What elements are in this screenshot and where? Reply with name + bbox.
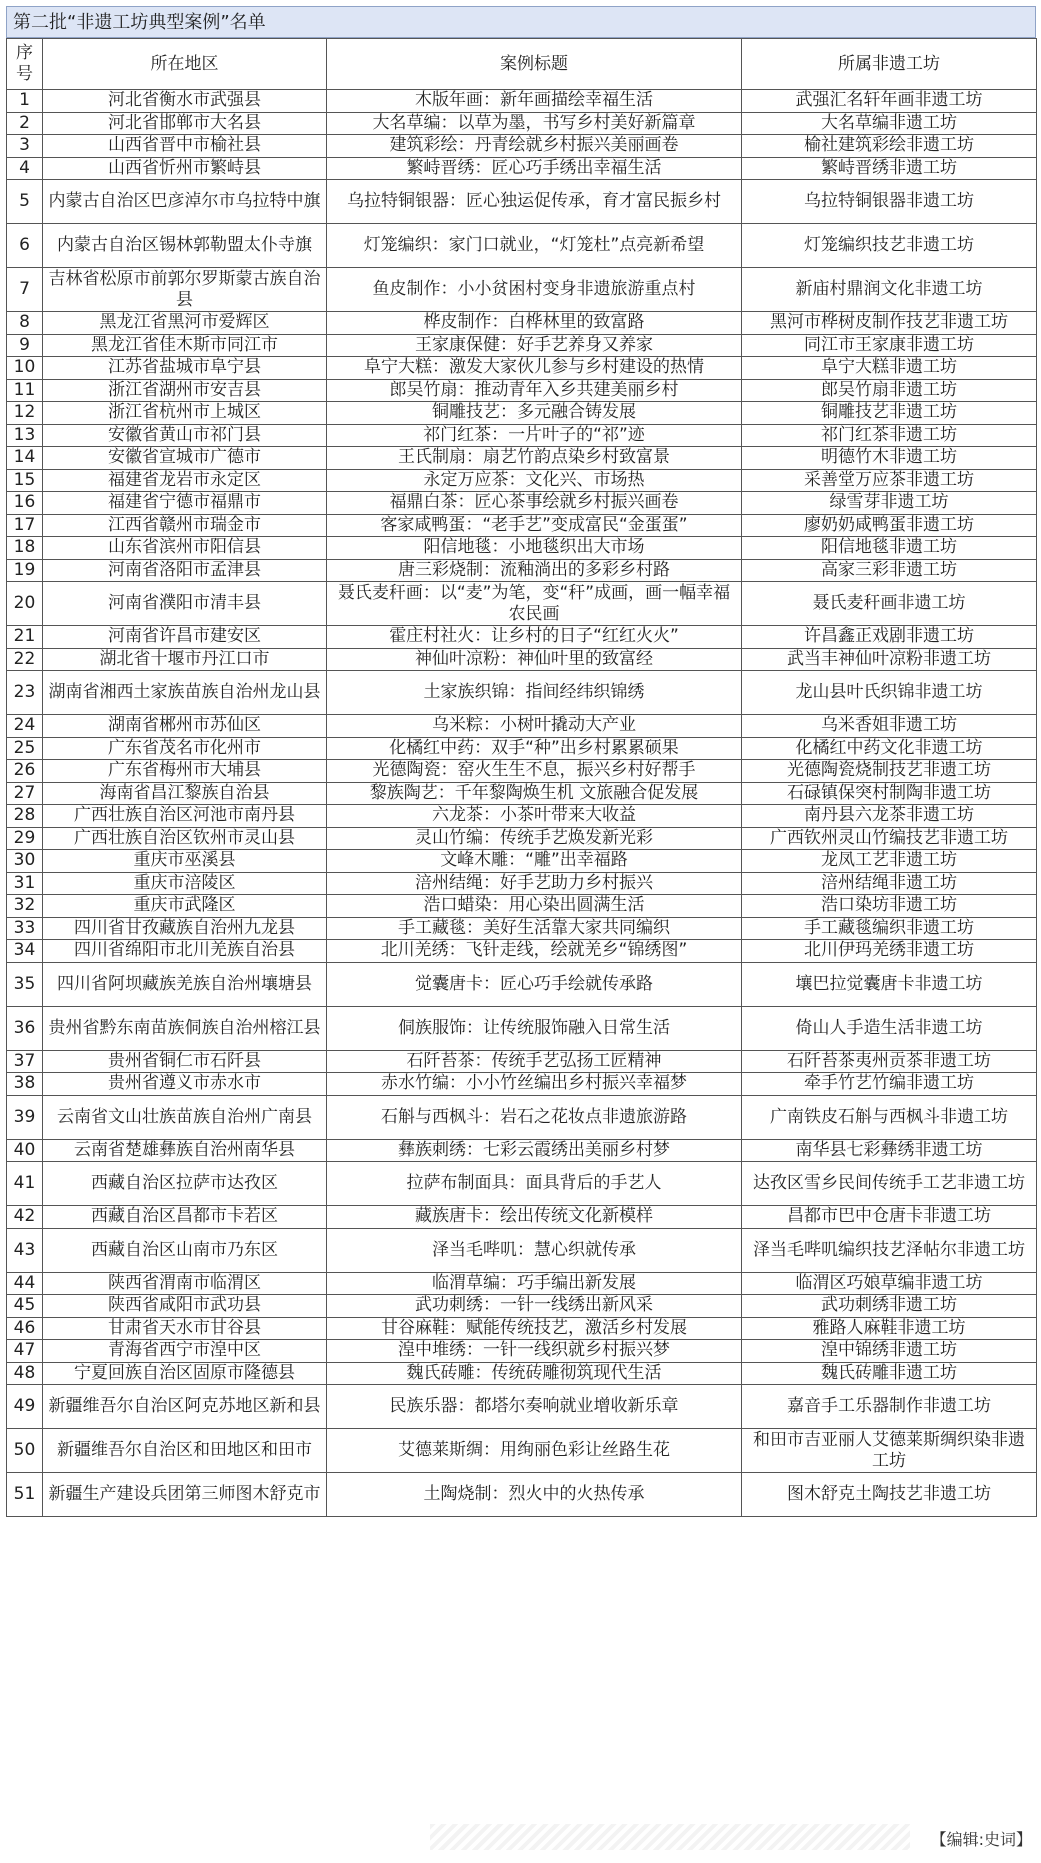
table-row [7,224,1037,268]
row-case-title: 临渭草编：巧手编出新发展 [327,1272,742,1295]
row-case-title: 鱼皮制作：小小贫困村变身非遗旅游重点村 [327,268,742,312]
row-workshop: 广南铁皮石斛与西枫斗非遗工坊 [742,1095,1037,1139]
table-row [7,1272,1037,1295]
row-case-title: 泽当毛哔叽：慧心织就传承 [327,1228,742,1272]
table-body [7,90,1037,1517]
row-index: 6 [7,224,43,268]
row-workshop: 祁门红茶非遗工坊 [742,424,1037,447]
row-case-title: 木版年画：新年画描绘幸福生活 [327,90,742,113]
table-row [7,962,1037,1006]
row-region: 西藏自治区昌都市卡若区 [43,1206,327,1229]
row-index: 8 [7,312,43,335]
row-workshop: 黑河市桦树皮制作技艺非遗工坊 [742,312,1037,335]
row-region: 新疆维吾尔自治区阿克苏地区新和县 [43,1385,327,1429]
row-region: 黑龙江省黑河市爱辉区 [43,312,327,335]
table-row [7,1073,1037,1096]
row-case-title: 灵山竹编：传统手艺焕发新光彩 [327,827,742,850]
row-index: 18 [7,537,43,560]
row-region: 广东省梅州市大埔县 [43,760,327,783]
row-region: 宁夏回族自治区固原市隆德县 [43,1362,327,1385]
table-row [7,827,1037,850]
row-index: 22 [7,648,43,671]
row-case-title: 赤水竹编：小小竹丝编出乡村振兴幸福梦 [327,1073,742,1096]
row-workshop: 图木舒克土陶技艺非遗工坊 [742,1473,1037,1517]
footer [0,1824,1032,1850]
row-workshop: 浩口染坊非遗工坊 [742,895,1037,918]
row-workshop: 石碌镇保突村制陶非遗工坊 [742,782,1037,805]
row-case-title: 聂氏麦秆画：以“麦”为笔，变“秆”成画，画一幅幸福农民画 [327,582,742,626]
row-region: 安徽省宣城市广德市 [43,447,327,470]
row-workshop: 倚山人手造生活非遗工坊 [742,1006,1037,1050]
row-region: 山西省晋中市榆社县 [43,135,327,158]
row-region: 江苏省盐城市阜宁县 [43,357,327,380]
table-row [7,671,1037,715]
row-workshop: 乌拉特铜银器非遗工坊 [742,180,1037,224]
row-case-title: 北川羌绣：飞针走线，绘就羌乡“锦绣图” [327,940,742,963]
row-region: 湖南省郴州市苏仙区 [43,715,327,738]
row-region: 广东省茂名市化州市 [43,737,327,760]
table-row [7,112,1037,135]
row-region: 四川省甘孜藏族自治州九龙县 [43,917,327,940]
row-index: 51 [7,1473,43,1517]
row-region: 云南省文山壮族苗族自治州广南县 [43,1095,327,1139]
row-region: 四川省阿坝藏族羌族自治州壤塘县 [43,962,327,1006]
table-row [7,1340,1037,1363]
table-row [7,715,1037,738]
table-row [7,1429,1037,1473]
row-workshop: 聂氏麦秆画非遗工坊 [742,582,1037,626]
row-case-title: 乌拉特铜银器：匠心独运促传承，育才富民振乡村 [327,180,742,224]
table-row [7,357,1037,380]
row-workshop: 广西钦州灵山竹编技艺非遗工坊 [742,827,1037,850]
row-case-title: 永定万应茶：文化兴、市场热 [327,469,742,492]
table-row [7,537,1037,560]
row-workshop: 石阡苔茶夷州贡茶非遗工坊 [742,1050,1037,1073]
row-index: 33 [7,917,43,940]
row-index: 49 [7,1385,43,1429]
row-case-title: 大名草编：以草为墨，书写乡村美好新篇章 [327,112,742,135]
row-index: 31 [7,872,43,895]
row-index: 12 [7,402,43,425]
table-row [7,1473,1037,1517]
header-case-title: 案例标题 [327,39,742,90]
row-workshop: 魏氏砖雕非遗工坊 [742,1362,1037,1385]
row-index: 7 [7,268,43,312]
table-row [7,180,1037,224]
row-case-title: 魏氏砖雕：传统砖雕彻筑现代生活 [327,1362,742,1385]
row-index: 10 [7,357,43,380]
row-workshop: 南丹县六龙茶非遗工坊 [742,805,1037,828]
row-index: 21 [7,626,43,649]
row-index: 35 [7,962,43,1006]
row-case-title: 彝族刺绣：七彩云霞绣出美丽乡村梦 [327,1139,742,1162]
table-row [7,1228,1037,1272]
table-row [7,135,1037,158]
row-region: 西藏自治区拉萨市达孜区 [43,1162,327,1206]
table-row [7,1206,1037,1229]
row-workshop: 榆社建筑彩绘非遗工坊 [742,135,1037,158]
row-case-title: 文峰木雕：“雕”出幸福路 [327,850,742,873]
row-region: 福建省宁德市福鼎市 [43,492,327,515]
table-row [7,424,1037,447]
table-row [7,850,1037,873]
row-region: 浙江省杭州市上城区 [43,402,327,425]
row-workshop: 和田市吉亚丽人艾德莱斯绸织染非遗工坊 [742,1429,1037,1473]
row-region: 湖南省湘西土家族苗族自治州龙山县 [43,671,327,715]
table-row [7,760,1037,783]
table-row [7,312,1037,335]
row-region: 河南省许昌市建安区 [43,626,327,649]
row-index: 23 [7,671,43,715]
row-region: 安徽省黄山市祁门县 [43,424,327,447]
row-workshop: 手工藏毯编织非遗工坊 [742,917,1037,940]
row-case-title: 祁门红茶：一片叶子的“祁”迹 [327,424,742,447]
row-region: 江西省赣州市瑞金市 [43,514,327,537]
row-index: 9 [7,334,43,357]
table-row [7,940,1037,963]
row-region: 贵州省黔东南苗族侗族自治州榕江县 [43,1006,327,1050]
row-index: 14 [7,447,43,470]
row-index: 17 [7,514,43,537]
footer-stripes [430,1824,910,1850]
row-case-title: 涪州结绳：好手艺助力乡村振兴 [327,872,742,895]
row-workshop: 武当丰神仙叶凉粉非遗工坊 [742,648,1037,671]
row-workshop: 乌米香姐非遗工坊 [742,715,1037,738]
row-case-title: 黎族陶艺：千年黎陶焕生机 文旅融合促发展 [327,782,742,805]
row-case-title: 阳信地毯：小地毯织出大市场 [327,537,742,560]
row-index: 13 [7,424,43,447]
row-region: 河南省濮阳市清丰县 [43,582,327,626]
row-region: 吉林省松原市前郭尔罗斯蒙古族自治县 [43,268,327,312]
row-index: 32 [7,895,43,918]
row-case-title: 神仙叶凉粉：神仙叶里的致富经 [327,648,742,671]
row-index: 5 [7,180,43,224]
row-index: 39 [7,1095,43,1139]
row-case-title: 福鼎白茶：匠心茶事绘就乡村振兴画卷 [327,492,742,515]
row-workshop: 武强汇名轩年画非遗工坊 [742,90,1037,113]
row-index: 29 [7,827,43,850]
row-index: 19 [7,559,43,582]
row-index: 1 [7,90,43,113]
row-workshop: 雅路人麻鞋非遗工坊 [742,1317,1037,1340]
row-index: 16 [7,492,43,515]
table-row [7,492,1037,515]
row-case-title: 湟中堆绣：一针一线织就乡村振兴梦 [327,1340,742,1363]
row-region: 云南省楚雄彝族自治州南华县 [43,1139,327,1162]
row-index: 42 [7,1206,43,1229]
table-title: 第二批“非遗工坊典型案例”名单 [6,6,1036,38]
row-region: 河南省洛阳市孟津县 [43,559,327,582]
case-list-table [6,38,1037,1517]
table-row [7,268,1037,312]
row-region: 福建省龙岩市永定区 [43,469,327,492]
row-case-title: 侗族服饰：让传统服饰融入日常生活 [327,1006,742,1050]
row-index: 36 [7,1006,43,1050]
row-workshop: 郎吴竹扇非遗工坊 [742,379,1037,402]
table-row [7,1006,1037,1050]
row-workshop: 临渭区巧娘草编非遗工坊 [742,1272,1037,1295]
table-row [7,626,1037,649]
row-workshop: 阳信地毯非遗工坊 [742,537,1037,560]
row-region: 青海省西宁市湟中区 [43,1340,327,1363]
row-workshop: 同江市王家康非遗工坊 [742,334,1037,357]
row-index: 43 [7,1228,43,1272]
row-index: 3 [7,135,43,158]
row-region: 新疆维吾尔自治区和田地区和田市 [43,1429,327,1473]
row-case-title: 王家康保健：好手艺养身又养家 [327,334,742,357]
row-case-title: 乌米粽：小树叶撬动大产业 [327,715,742,738]
row-index: 27 [7,782,43,805]
row-region: 山西省忻州市繁峙县 [43,157,327,180]
row-region: 河北省邯郸市大名县 [43,112,327,135]
row-region: 浙江省湖州市安吉县 [43,379,327,402]
table-row [7,334,1037,357]
row-region: 新疆生产建设兵团第三师图木舒克市 [43,1473,327,1517]
table-row [7,1362,1037,1385]
header-workshop: 所属非遗工坊 [742,39,1037,90]
row-index: 37 [7,1050,43,1073]
row-workshop: 泽当毛哔叽编织技艺泽帖尔非遗工坊 [742,1228,1037,1272]
row-case-title: 浩口蜡染：用心染出圆满生活 [327,895,742,918]
row-region: 广西壮族自治区河池市南丹县 [43,805,327,828]
row-index: 41 [7,1162,43,1206]
row-case-title: 铜雕技艺：多元融合铸发展 [327,402,742,425]
row-case-title: 六龙茶：小茶叶带来大收益 [327,805,742,828]
header-region: 所在地区 [43,39,327,90]
row-case-title: 觉囊唐卡：匠心巧手绘就传承路 [327,962,742,1006]
row-region: 重庆市涪陵区 [43,872,327,895]
row-case-title: 土家族织锦：指间经纬织锦绣 [327,671,742,715]
row-index: 46 [7,1317,43,1340]
table-row [7,469,1037,492]
header-index: 序号 [7,39,43,90]
row-case-title: 手工藏毯：美好生活靠大家共同编织 [327,917,742,940]
row-workshop: 壤巴拉觉囊唐卡非遗工坊 [742,962,1037,1006]
row-workshop: 昌都市巴中仓唐卡非遗工坊 [742,1206,1037,1229]
row-workshop: 许昌鑫正戏剧非遗工坊 [742,626,1037,649]
editor-credit: 【编辑:史词】 [930,1830,1032,1849]
row-workshop: 高家三彩非遗工坊 [742,559,1037,582]
header-row [7,39,1037,90]
row-index: 50 [7,1429,43,1473]
row-case-title: 石阡苔茶：传统手艺弘扬工匠精神 [327,1050,742,1073]
table-row [7,1050,1037,1073]
table-row [7,648,1037,671]
row-workshop: 繁峙晋绣非遗工坊 [742,157,1037,180]
row-index: 48 [7,1362,43,1385]
table-row [7,514,1037,537]
row-case-title: 客家咸鸭蛋：“老手艺”变成富民“金蛋蛋” [327,514,742,537]
row-index: 47 [7,1340,43,1363]
row-index: 40 [7,1139,43,1162]
row-case-title: 王氏制扇：扇艺竹韵点染乡村致富景 [327,447,742,470]
row-region: 陕西省渭南市临渭区 [43,1272,327,1295]
row-workshop: 龙山县叶氏织锦非遗工坊 [742,671,1037,715]
row-workshop: 新庙村鼎润文化非遗工坊 [742,268,1037,312]
row-case-title: 武功刺绣：一针一线绣出新风采 [327,1295,742,1318]
table-row [7,582,1037,626]
row-region: 山东省滨州市阳信县 [43,537,327,560]
row-case-title: 灯笼编织：家门口就业，“灯笼杜”点亮新希望 [327,224,742,268]
table-row [7,559,1037,582]
row-case-title: 桦皮制作：白桦林里的致富路 [327,312,742,335]
row-workshop: 大名草编非遗工坊 [742,112,1037,135]
row-workshop: 铜雕技艺非遗工坊 [742,402,1037,425]
row-workshop: 武功刺绣非遗工坊 [742,1295,1037,1318]
row-index: 20 [7,582,43,626]
row-case-title: 艾德莱斯绸：用绚丽色彩让丝路生花 [327,1429,742,1473]
table-row [7,917,1037,940]
row-case-title: 郎吴竹扇：推动青年入乡共建美丽乡村 [327,379,742,402]
table-row [7,1162,1037,1206]
row-workshop: 南华县七彩彝绣非遗工坊 [742,1139,1037,1162]
table-row [7,379,1037,402]
row-index: 4 [7,157,43,180]
row-workshop: 牵手竹艺竹编非遗工坊 [742,1073,1037,1096]
row-region: 西藏自治区山南市乃东区 [43,1228,327,1272]
row-case-title: 化橘红中药：双手“种”出乡村累累硕果 [327,737,742,760]
row-region: 河北省衡水市武强县 [43,90,327,113]
row-region: 陕西省咸阳市武功县 [43,1295,327,1318]
table-row [7,402,1037,425]
table-row [7,895,1037,918]
row-case-title: 阜宁大糕：激发大家伙儿参与乡村建设的热情 [327,357,742,380]
row-case-title: 唐三彩烧制：流釉淌出的多彩乡村路 [327,559,742,582]
row-workshop: 明德竹木非遗工坊 [742,447,1037,470]
row-region: 贵州省遵义市赤水市 [43,1073,327,1096]
table-row [7,782,1037,805]
row-region: 甘肃省天水市甘谷县 [43,1317,327,1340]
row-case-title: 藏族唐卡：绘出传统文化新模样 [327,1206,742,1229]
row-index: 26 [7,760,43,783]
row-region: 四川省绵阳市北川羌族自治县 [43,940,327,963]
table-row [7,1295,1037,1318]
row-case-title: 繁峙晋绣：匠心巧手绣出幸福生活 [327,157,742,180]
row-case-title: 土陶烧制：烈火中的火热传承 [327,1473,742,1517]
row-workshop: 涪州结绳非遗工坊 [742,872,1037,895]
row-workshop: 光德陶瓷烧制技艺非遗工坊 [742,760,1037,783]
row-index: 45 [7,1295,43,1318]
row-workshop: 嘉音手工乐器制作非遗工坊 [742,1385,1037,1429]
row-case-title: 拉萨布制面具：面具背后的手艺人 [327,1162,742,1206]
table-row [7,1095,1037,1139]
table-row [7,157,1037,180]
row-index: 34 [7,940,43,963]
row-workshop: 灯笼编织技艺非遗工坊 [742,224,1037,268]
table-row [7,1317,1037,1340]
row-region: 内蒙古自治区巴彦淖尔市乌拉特中旗 [43,180,327,224]
row-region: 海南省昌江黎族自治县 [43,782,327,805]
row-workshop: 采善堂万应茶非遗工坊 [742,469,1037,492]
row-workshop: 龙凤工艺非遗工坊 [742,850,1037,873]
row-region: 广西壮族自治区钦州市灵山县 [43,827,327,850]
row-workshop: 廖奶奶咸鸭蛋非遗工坊 [742,514,1037,537]
row-workshop: 湟中锦绣非遗工坊 [742,1340,1037,1363]
row-region: 重庆市武隆区 [43,895,327,918]
row-case-title: 石斛与西枫斗：岩石之花妆点非遗旅游路 [327,1095,742,1139]
table-row [7,1385,1037,1429]
row-region: 重庆市巫溪县 [43,850,327,873]
row-region: 黑龙江省佳木斯市同江市 [43,334,327,357]
row-index: 15 [7,469,43,492]
table-row [7,872,1037,895]
row-index: 28 [7,805,43,828]
table-row [7,737,1037,760]
row-region: 内蒙古自治区锡林郭勒盟太仆寺旗 [43,224,327,268]
row-workshop: 化橘红中药文化非遗工坊 [742,737,1037,760]
table-row [7,447,1037,470]
row-index: 30 [7,850,43,873]
row-case-title: 建筑彩绘：丹青绘就乡村振兴美丽画卷 [327,135,742,158]
row-index: 38 [7,1073,43,1096]
row-case-title: 霍庄村社火：让乡村的日子“红红火火” [327,626,742,649]
row-case-title: 甘谷麻鞋：赋能传统技艺，激活乡村发展 [327,1317,742,1340]
row-workshop: 达孜区雪乡民间传统手工艺非遗工坊 [742,1162,1037,1206]
row-index: 2 [7,112,43,135]
table-row [7,805,1037,828]
row-index: 24 [7,715,43,738]
row-workshop: 绿雪芽非遗工坊 [742,492,1037,515]
table-row [7,90,1037,113]
row-region: 湖北省十堰市丹江口市 [43,648,327,671]
row-index: 25 [7,737,43,760]
document-page [6,6,1036,1517]
row-workshop: 北川伊玛羌绣非遗工坊 [742,940,1037,963]
table-row [7,1139,1037,1162]
row-case-title: 民族乐器：都塔尔奏响就业增收新乐章 [327,1385,742,1429]
row-index: 11 [7,379,43,402]
row-case-title: 光德陶瓷：窑火生生不息，振兴乡村好帮手 [327,760,742,783]
row-region: 贵州省铜仁市石阡县 [43,1050,327,1073]
row-workshop: 阜宁大糕非遗工坊 [742,357,1037,380]
row-index: 44 [7,1272,43,1295]
